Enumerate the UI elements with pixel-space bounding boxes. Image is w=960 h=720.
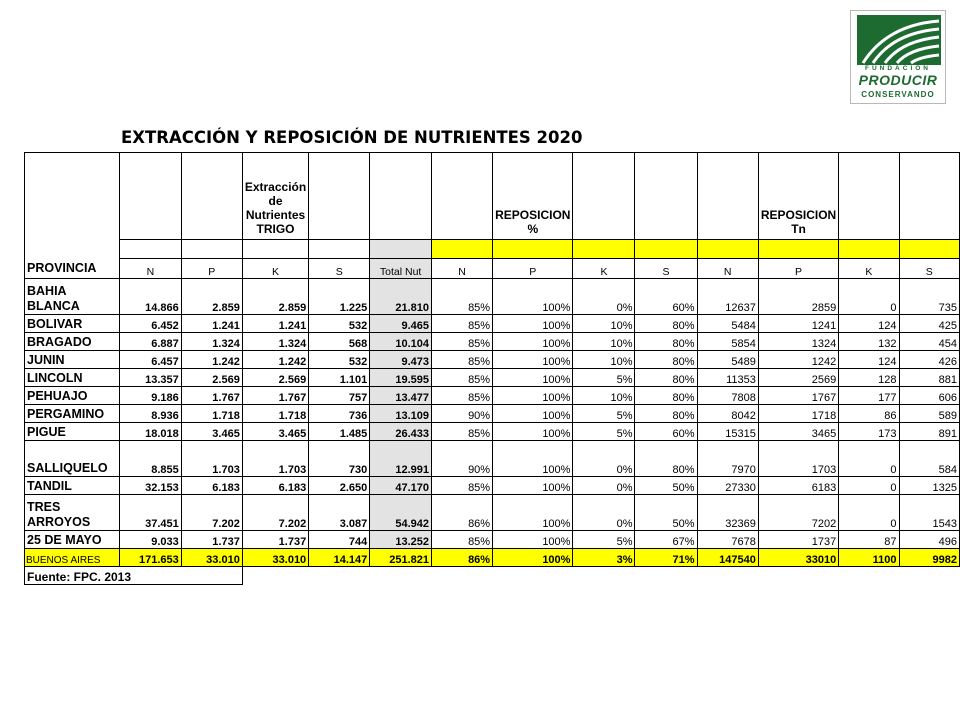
table-cell: 6.183 <box>181 477 242 495</box>
table-cell: 6183 <box>758 477 838 495</box>
province-name: SALLIQUELO <box>25 441 120 477</box>
table-cell: 85% <box>431 315 492 333</box>
table-cell: 18.018 <box>120 423 182 441</box>
column-label: P <box>493 259 573 279</box>
table-cell: 85% <box>431 531 492 549</box>
table-row <box>25 279 960 315</box>
table-cell: 13.109 <box>370 405 432 423</box>
total-cell: 33010 <box>758 549 838 567</box>
table-cell: 85% <box>431 279 492 315</box>
table-cell: 0% <box>573 495 635 531</box>
header-reposicion-tn: REPOSICION Tn <box>758 153 838 240</box>
fundacion-producir-logo <box>850 10 946 104</box>
table-cell: 1242 <box>758 351 838 369</box>
table-cell: 1.324 <box>181 333 242 351</box>
table-cell: 891 <box>899 423 959 441</box>
table-cell: 8.855 <box>120 441 182 477</box>
table-cell: 80% <box>635 387 697 405</box>
table-cell: 12637 <box>697 279 758 315</box>
province-name: TRES ARROYOS <box>25 495 120 531</box>
table-cell: 1703 <box>758 441 838 477</box>
table-row <box>25 333 960 351</box>
table-cell: 100% <box>493 531 573 549</box>
source-note: Fuente: FPC. 2013 <box>25 567 243 585</box>
table-cell: 1325 <box>899 477 959 495</box>
table-cell: 0 <box>839 495 899 531</box>
table-cell: 9.033 <box>120 531 182 549</box>
header-provincia: PROVINCIA <box>25 153 120 279</box>
table-cell: 2.859 <box>181 279 242 315</box>
table-cell: 8042 <box>697 405 758 423</box>
table-cell: 1543 <box>899 495 959 531</box>
table-cell: 80% <box>635 333 697 351</box>
table-cell: 100% <box>493 423 573 441</box>
column-label: K <box>839 259 899 279</box>
province-name: PEHUAJO <box>25 387 120 405</box>
table-cell: 10% <box>573 351 635 369</box>
table-cell: 532 <box>309 315 370 333</box>
table-cell: 425 <box>899 315 959 333</box>
source-row <box>25 567 960 585</box>
table-cell: 100% <box>493 369 573 387</box>
total-cell: 3% <box>573 549 635 567</box>
table-cell: 87 <box>839 531 899 549</box>
total-cell: 251.821 <box>370 549 432 567</box>
table-cell: 5% <box>573 423 635 441</box>
table-cell: 1.718 <box>242 405 308 423</box>
table-cell: 1.225 <box>309 279 370 315</box>
total-cell: 100% <box>493 549 573 567</box>
table-cell: 54.942 <box>370 495 432 531</box>
table-cell: 85% <box>431 477 492 495</box>
table-cell: 3465 <box>758 423 838 441</box>
table-cell: 2.650 <box>309 477 370 495</box>
table-cell: 100% <box>493 351 573 369</box>
table-cell: 177 <box>839 387 899 405</box>
table-cell: 80% <box>635 405 697 423</box>
table-cell: 454 <box>899 333 959 351</box>
field-rows-icon <box>857 15 941 65</box>
table-cell: 85% <box>431 369 492 387</box>
table-cell: 584 <box>899 441 959 477</box>
table-cell: 90% <box>431 405 492 423</box>
table-cell: 50% <box>635 477 697 495</box>
total-cell: 171.653 <box>120 549 182 567</box>
table-cell: 37.451 <box>120 495 182 531</box>
total-cell: 71% <box>635 549 697 567</box>
table-cell: 1.718 <box>181 405 242 423</box>
table-cell: 2569 <box>758 369 838 387</box>
province-name: PERGAMINO <box>25 405 120 423</box>
table-cell: 6.887 <box>120 333 182 351</box>
table-cell: 1324 <box>758 333 838 351</box>
table-cell: 1.767 <box>181 387 242 405</box>
table-cell: 3.087 <box>309 495 370 531</box>
table-cell: 2859 <box>758 279 838 315</box>
table-cell: 7678 <box>697 531 758 549</box>
table-row <box>25 315 960 333</box>
total-cell: 14.147 <box>309 549 370 567</box>
province-name: BOLIVAR <box>25 315 120 333</box>
table-cell: 7202 <box>758 495 838 531</box>
table-cell: 9.186 <box>120 387 182 405</box>
table-cell: 32.153 <box>120 477 182 495</box>
table-cell: 85% <box>431 351 492 369</box>
total-row <box>25 549 960 567</box>
total-cell: 9982 <box>899 549 959 567</box>
table-row <box>25 495 960 531</box>
table-cell: 7.202 <box>242 495 308 531</box>
column-label: S <box>899 259 959 279</box>
table-cell: 1.737 <box>242 531 308 549</box>
table-cell: 10% <box>573 387 635 405</box>
table-cell: 128 <box>839 369 899 387</box>
table-cell: 80% <box>635 441 697 477</box>
column-label: P <box>758 259 838 279</box>
table-cell: 606 <box>899 387 959 405</box>
table-cell: 173 <box>839 423 899 441</box>
table-cell: 100% <box>493 279 573 315</box>
table-cell: 757 <box>309 387 370 405</box>
table-cell: 881 <box>899 369 959 387</box>
table-row <box>25 441 960 477</box>
table-cell: 10% <box>573 315 635 333</box>
table-cell: 13.252 <box>370 531 432 549</box>
table-cell: 11353 <box>697 369 758 387</box>
column-label: Total Nut <box>370 259 432 279</box>
column-label: K <box>242 259 308 279</box>
table-cell: 6.457 <box>120 351 182 369</box>
table-cell: 86 <box>839 405 899 423</box>
table-cell: 1.241 <box>242 315 308 333</box>
table-cell: 532 <box>309 351 370 369</box>
table-cell: 5489 <box>697 351 758 369</box>
total-cell: 33.010 <box>242 549 308 567</box>
total-label: BUENOS AIRES <box>25 549 120 567</box>
header-extraccion: Extracción de Nutrientes TRIGO <box>242 153 308 240</box>
table-row <box>25 531 960 549</box>
table-cell: 1.241 <box>181 315 242 333</box>
column-label: P <box>181 259 242 279</box>
column-label: K <box>573 259 635 279</box>
table-cell: 1.324 <box>242 333 308 351</box>
table-cell: 80% <box>635 315 697 333</box>
table-cell: 1.737 <box>181 531 242 549</box>
table-cell: 100% <box>493 333 573 351</box>
province-name: TANDIL <box>25 477 120 495</box>
table-cell: 744 <box>309 531 370 549</box>
table-row <box>25 351 960 369</box>
table-cell: 80% <box>635 369 697 387</box>
table-cell: 0 <box>839 279 899 315</box>
table-cell: 86% <box>431 495 492 531</box>
table-cell: 496 <box>899 531 959 549</box>
logo-line-fundacion: FUNDACION <box>865 65 931 72</box>
table-cell: 1241 <box>758 315 838 333</box>
total-cell: 1100 <box>839 549 899 567</box>
table-row <box>25 423 960 441</box>
table-cell: 100% <box>493 405 573 423</box>
province-name: JUNIN <box>25 351 120 369</box>
total-cell: 33.010 <box>181 549 242 567</box>
table-cell: 10.104 <box>370 333 432 351</box>
table-cell: 50% <box>635 495 697 531</box>
table-row <box>25 387 960 405</box>
province-name: LINCOLN <box>25 369 120 387</box>
column-label: S <box>635 259 697 279</box>
table-cell: 124 <box>839 351 899 369</box>
logo-line-producir: PRODUCIR <box>858 72 938 88</box>
table-cell: 100% <box>493 387 573 405</box>
table-cell: 19.595 <box>370 369 432 387</box>
table-cell: 13.477 <box>370 387 432 405</box>
table-cell: 100% <box>493 315 573 333</box>
table-row <box>25 477 960 495</box>
table-cell: 0% <box>573 441 635 477</box>
province-name: 25 DE MAYO <box>25 531 120 549</box>
table-cell: 6.183 <box>242 477 308 495</box>
total-cell: 86% <box>431 549 492 567</box>
table-cell: 13.357 <box>120 369 182 387</box>
table-cell: 735 <box>899 279 959 315</box>
table-cell: 0 <box>839 441 899 477</box>
column-label: N <box>697 259 758 279</box>
table-cell: 12.991 <box>370 441 432 477</box>
table-row <box>25 405 960 423</box>
table-cell: 1718 <box>758 405 838 423</box>
table-cell: 2.859 <box>242 279 308 315</box>
header-spacer-row <box>25 240 960 259</box>
table-cell: 5484 <box>697 315 758 333</box>
table-cell: 27330 <box>697 477 758 495</box>
table-cell: 1.101 <box>309 369 370 387</box>
province-name: PIGUE <box>25 423 120 441</box>
table-cell: 5% <box>573 369 635 387</box>
table-cell: 589 <box>899 405 959 423</box>
table-cell: 0% <box>573 279 635 315</box>
header-reposicion-pct: REPOSICION % <box>493 153 573 240</box>
table-cell: 5854 <box>697 333 758 351</box>
table-cell: 67% <box>635 531 697 549</box>
table-cell: 90% <box>431 441 492 477</box>
table-cell: 1767 <box>758 387 838 405</box>
logo-line-conservando: CONSERVANDO <box>861 90 935 99</box>
table-row <box>25 369 960 387</box>
nutrients-table <box>24 152 960 585</box>
table-cell: 47.170 <box>370 477 432 495</box>
column-label: N <box>120 259 182 279</box>
table-cell: 7970 <box>697 441 758 477</box>
table-cell: 736 <box>309 405 370 423</box>
table-cell: 21.810 <box>370 279 432 315</box>
table-cell: 1.242 <box>242 351 308 369</box>
table-cell: 0 <box>839 477 899 495</box>
table-cell: 7808 <box>697 387 758 405</box>
table-cell: 85% <box>431 333 492 351</box>
province-name: BRAGADO <box>25 333 120 351</box>
table-cell: 26.433 <box>370 423 432 441</box>
table-cell: 5% <box>573 405 635 423</box>
table-cell: 426 <box>899 351 959 369</box>
table-cell: 15315 <box>697 423 758 441</box>
table-cell: 0% <box>573 477 635 495</box>
table-cell: 730 <box>309 441 370 477</box>
table-cell: 9.465 <box>370 315 432 333</box>
table-cell: 2.569 <box>181 369 242 387</box>
table-cell: 9.473 <box>370 351 432 369</box>
table-cell: 3.465 <box>181 423 242 441</box>
table-cell: 2.569 <box>242 369 308 387</box>
table-cell: 14.866 <box>120 279 182 315</box>
table-cell: 3.465 <box>242 423 308 441</box>
table-cell: 568 <box>309 333 370 351</box>
table-cell: 1.703 <box>242 441 308 477</box>
header-row <box>25 153 960 240</box>
table-cell: 60% <box>635 423 697 441</box>
column-label: N <box>431 259 492 279</box>
table-cell: 100% <box>493 495 573 531</box>
table-cell: 7.202 <box>181 495 242 531</box>
table-cell: 1.703 <box>181 441 242 477</box>
table-cell: 124 <box>839 315 899 333</box>
table-cell: 6.452 <box>120 315 182 333</box>
table-cell: 1737 <box>758 531 838 549</box>
column-labels-row <box>25 259 960 279</box>
table-cell: 60% <box>635 279 697 315</box>
table-cell: 85% <box>431 387 492 405</box>
table-cell: 8.936 <box>120 405 182 423</box>
total-cell: 147540 <box>697 549 758 567</box>
table-cell: 80% <box>635 351 697 369</box>
table-cell: 1.242 <box>181 351 242 369</box>
table-cell: 100% <box>493 477 573 495</box>
table-cell: 32369 <box>697 495 758 531</box>
table-cell: 100% <box>493 441 573 477</box>
column-label: S <box>309 259 370 279</box>
table-cell: 10% <box>573 333 635 351</box>
table-cell: 132 <box>839 333 899 351</box>
province-name: BAHIA BLANCA <box>25 279 120 315</box>
table-cell: 1.767 <box>242 387 308 405</box>
table-cell: 5% <box>573 531 635 549</box>
page-title: EXTRACCIÓN Y REPOSICIÓN DE NUTRIENTES 2020 <box>121 128 583 147</box>
table-cell: 85% <box>431 423 492 441</box>
table-cell: 1.485 <box>309 423 370 441</box>
